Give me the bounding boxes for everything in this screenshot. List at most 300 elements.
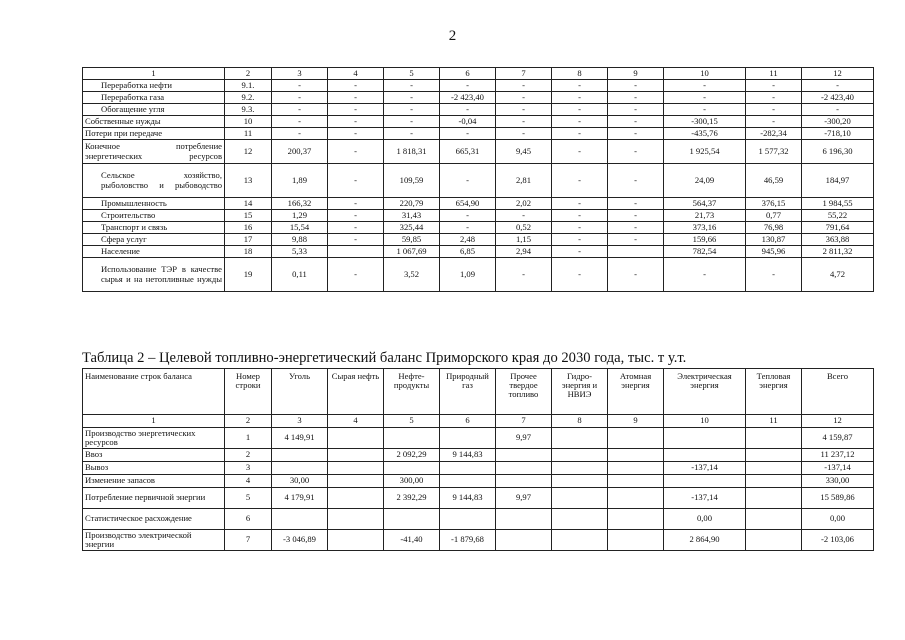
data-cell: -: [608, 210, 664, 222]
column-number-cell: 4: [328, 68, 384, 80]
data-cell: 9.3.: [225, 104, 272, 116]
row-name-cell: Конечное потребление энергетических ресурсов: [83, 140, 225, 164]
column-number-row: [83, 415, 874, 428]
data-cell: -: [802, 80, 874, 92]
data-cell: [608, 530, 664, 551]
data-cell: 300,00: [384, 475, 440, 488]
data-cell: [608, 488, 664, 509]
column-number-cell: 9: [608, 68, 664, 80]
data-cell: 109,59: [384, 164, 440, 198]
data-cell: 363,88: [802, 234, 874, 246]
data-cell: -: [384, 128, 440, 140]
data-cell: -41,40: [384, 530, 440, 551]
data-cell: -: [552, 80, 608, 92]
table-row: [83, 198, 874, 210]
data-cell: 130,87: [746, 234, 802, 246]
row-name-cell: Переработка нефти: [83, 80, 225, 92]
table-2-caption: Таблица 2 – Целевой топливно-энергетический баланс Приморского края до 2030 года, тыс. т у.т.: [82, 350, 687, 366]
data-cell: -: [272, 104, 328, 116]
row-name-cell: Использование ТЭР в качестве сырья и на нетопливные нужды: [83, 258, 225, 292]
data-cell: 654,90: [440, 198, 496, 210]
data-cell: 10: [225, 116, 272, 128]
table-row: [83, 475, 874, 488]
data-cell: 1,15: [496, 234, 552, 246]
data-cell: 376,15: [746, 198, 802, 210]
data-cell: 24,09: [664, 164, 746, 198]
data-cell: [328, 449, 384, 462]
data-cell: -: [440, 210, 496, 222]
data-cell: 6 196,30: [802, 140, 874, 164]
data-cell: [608, 462, 664, 475]
row-name-cell: Ввоз: [83, 449, 225, 462]
data-cell: 9.1.: [225, 80, 272, 92]
header-cell: Природный газ: [440, 369, 496, 415]
data-cell: 4 149,91: [272, 428, 328, 449]
data-cell: 15 589,86: [802, 488, 874, 509]
data-cell: [384, 509, 440, 530]
header-cell: Тепловая энергия: [746, 369, 802, 415]
data-cell: -: [496, 258, 552, 292]
data-cell: 0,77: [746, 210, 802, 222]
data-cell: -0,04: [440, 116, 496, 128]
data-cell: 5: [225, 488, 272, 509]
data-cell: -: [608, 140, 664, 164]
row-name-cell: Обогащение угля: [83, 104, 225, 116]
table-row: [83, 222, 874, 234]
data-cell: [272, 462, 328, 475]
column-number-cell: 11: [746, 68, 802, 80]
data-cell: [328, 530, 384, 551]
data-cell: -: [608, 234, 664, 246]
data-cell: -3 046,89: [272, 530, 328, 551]
data-cell: -: [496, 128, 552, 140]
data-cell: 0,11: [272, 258, 328, 292]
data-cell: 0,00: [802, 509, 874, 530]
data-cell: 782,54: [664, 246, 746, 258]
data-cell: 0,00: [664, 509, 746, 530]
data-cell: [746, 449, 802, 462]
data-cell: -: [552, 222, 608, 234]
data-cell: -: [496, 210, 552, 222]
data-cell: 31,43: [384, 210, 440, 222]
data-cell: [552, 475, 608, 488]
data-cell: [440, 509, 496, 530]
table-row: [83, 104, 874, 116]
header-cell: Уголь: [272, 369, 328, 415]
data-cell: -: [552, 140, 608, 164]
data-cell: 16: [225, 222, 272, 234]
data-cell: 11: [225, 128, 272, 140]
header-cell: Наименование строк баланса: [83, 369, 225, 415]
data-cell: -: [608, 222, 664, 234]
data-cell: 59,85: [384, 234, 440, 246]
data-cell: [328, 462, 384, 475]
column-number-cell: 7: [496, 415, 552, 428]
data-cell: 200,37: [272, 140, 328, 164]
data-cell: 5,33: [272, 246, 328, 258]
column-number-cell: 5: [384, 68, 440, 80]
data-cell: [440, 462, 496, 475]
data-cell: 9.2.: [225, 92, 272, 104]
data-cell: [746, 428, 802, 449]
column-number-cell: 5: [384, 415, 440, 428]
table-row: [83, 164, 874, 198]
row-name-cell: Статистическое расхождение: [83, 509, 225, 530]
table-row: [83, 462, 874, 475]
data-cell: -: [746, 258, 802, 292]
data-cell: -: [664, 80, 746, 92]
data-cell: -: [328, 258, 384, 292]
data-cell: -: [328, 116, 384, 128]
column-number-cell: 7: [496, 68, 552, 80]
column-number-cell: 2: [225, 68, 272, 80]
data-cell: 1 577,32: [746, 140, 802, 164]
data-cell: [384, 428, 440, 449]
data-cell: -: [664, 258, 746, 292]
data-cell: [552, 428, 608, 449]
data-cell: -1 879,68: [440, 530, 496, 551]
data-cell: -: [328, 140, 384, 164]
data-cell: 166,32: [272, 198, 328, 210]
column-number-cell: 12: [802, 415, 874, 428]
data-cell: -: [328, 104, 384, 116]
column-number-cell: 9: [608, 415, 664, 428]
table-row: [83, 428, 874, 449]
table-row: [83, 140, 874, 164]
data-cell: -435,76: [664, 128, 746, 140]
data-cell: -: [608, 198, 664, 210]
table-row: [83, 116, 874, 128]
data-cell: [608, 246, 664, 258]
column-number-cell: 10: [664, 68, 746, 80]
data-cell: [328, 428, 384, 449]
data-cell: 2 811,32: [802, 246, 874, 258]
data-cell: -: [608, 116, 664, 128]
data-cell: -: [746, 80, 802, 92]
data-cell: 2,48: [440, 234, 496, 246]
data-cell: 325,44: [384, 222, 440, 234]
data-cell: -: [328, 198, 384, 210]
data-cell: -: [496, 116, 552, 128]
data-cell: 4 159,87: [802, 428, 874, 449]
data-cell: -: [664, 92, 746, 104]
data-cell: 220,79: [384, 198, 440, 210]
data-cell: -: [496, 92, 552, 104]
data-cell: 2: [225, 449, 272, 462]
data-cell: [664, 428, 746, 449]
data-cell: [746, 530, 802, 551]
data-cell: [664, 475, 746, 488]
header-cell: Нефте-продукты: [384, 369, 440, 415]
data-cell: -: [746, 92, 802, 104]
data-cell: -2 423,40: [440, 92, 496, 104]
data-cell: -: [552, 198, 608, 210]
page-number: 2: [448, 28, 457, 44]
data-cell: 46,59: [746, 164, 802, 198]
column-number-cell: 6: [440, 68, 496, 80]
data-cell: [440, 475, 496, 488]
row-name-cell: Сельское хозяйство, рыболовство и рыбоводство: [83, 164, 225, 198]
data-cell: -: [272, 92, 328, 104]
data-cell: [384, 462, 440, 475]
table-row: [83, 80, 874, 92]
data-cell: -: [384, 104, 440, 116]
data-cell: [440, 428, 496, 449]
data-cell: -: [746, 104, 802, 116]
data-cell: -: [802, 104, 874, 116]
data-cell: [552, 509, 608, 530]
header-cell: Сырая нефть: [328, 369, 384, 415]
data-cell: [552, 449, 608, 462]
table-row: [83, 509, 874, 530]
column-number-cell: 1: [83, 68, 225, 80]
row-name-cell: Потери при передаче: [83, 128, 225, 140]
data-cell: -: [552, 104, 608, 116]
data-cell: [608, 509, 664, 530]
data-cell: -: [384, 116, 440, 128]
header-cell: Прочее твердое топливо: [496, 369, 552, 415]
data-cell: 21,73: [664, 210, 746, 222]
data-cell: [496, 449, 552, 462]
row-name-cell: Строительство: [83, 210, 225, 222]
data-cell: [746, 475, 802, 488]
row-name-cell: Производство электрической энергии: [83, 530, 225, 551]
data-cell: -: [552, 258, 608, 292]
data-cell: 330,00: [802, 475, 874, 488]
data-cell: 2,94: [496, 246, 552, 258]
data-cell: 1,89: [272, 164, 328, 198]
data-cell: [272, 449, 328, 462]
data-cell: -300,15: [664, 116, 746, 128]
data-cell: -: [384, 80, 440, 92]
data-cell: 15: [225, 210, 272, 222]
data-cell: 945,96: [746, 246, 802, 258]
data-cell: [328, 509, 384, 530]
table-row: [83, 128, 874, 140]
data-cell: -2 103,06: [802, 530, 874, 551]
data-cell: -: [328, 128, 384, 140]
data-cell: [552, 530, 608, 551]
column-number-row: [83, 68, 874, 80]
data-cell: 2 092,29: [384, 449, 440, 462]
data-cell: 1 067,69: [384, 246, 440, 258]
data-cell: 4 179,91: [272, 488, 328, 509]
data-cell: -: [328, 222, 384, 234]
data-cell: -: [272, 80, 328, 92]
data-cell: 9 144,83: [440, 449, 496, 462]
data-cell: -: [746, 116, 802, 128]
data-cell: -: [552, 116, 608, 128]
data-cell: [328, 488, 384, 509]
data-cell: 9,45: [496, 140, 552, 164]
row-name-cell: Промышленность: [83, 198, 225, 210]
data-cell: -2 423,40: [802, 92, 874, 104]
data-cell: -: [384, 92, 440, 104]
data-cell: -: [608, 258, 664, 292]
data-cell: -: [552, 164, 608, 198]
table-row: [83, 210, 874, 222]
data-cell: 12: [225, 140, 272, 164]
data-cell: 184,97: [802, 164, 874, 198]
data-cell: 665,31: [440, 140, 496, 164]
data-cell: -: [272, 116, 328, 128]
data-cell: -: [552, 210, 608, 222]
data-cell: -: [440, 104, 496, 116]
data-cell: -: [328, 80, 384, 92]
data-cell: 4,72: [802, 258, 874, 292]
column-number-cell: 10: [664, 415, 746, 428]
table-row: [83, 488, 874, 509]
data-cell: 0,52: [496, 222, 552, 234]
data-cell: -: [440, 128, 496, 140]
data-cell: -: [496, 104, 552, 116]
row-name-cell: Потребление первичной энергии: [83, 488, 225, 509]
table-2: [82, 368, 874, 551]
data-cell: 373,16: [664, 222, 746, 234]
column-number-cell: 2: [225, 415, 272, 428]
data-cell: 55,22: [802, 210, 874, 222]
data-cell: -: [608, 80, 664, 92]
data-cell: 7: [225, 530, 272, 551]
data-cell: -718,10: [802, 128, 874, 140]
data-cell: [496, 509, 552, 530]
data-cell: 4: [225, 475, 272, 488]
data-cell: 19: [225, 258, 272, 292]
data-cell: 1 818,31: [384, 140, 440, 164]
data-cell: [328, 475, 384, 488]
table-row: [83, 92, 874, 104]
data-cell: 1: [225, 428, 272, 449]
data-cell: -300,20: [802, 116, 874, 128]
table-row: [83, 246, 874, 258]
data-cell: -: [608, 164, 664, 198]
row-name-cell: Изменение запасов: [83, 475, 225, 488]
data-cell: 14: [225, 198, 272, 210]
data-cell: 76,98: [746, 222, 802, 234]
data-cell: 9,97: [496, 428, 552, 449]
data-cell: [496, 475, 552, 488]
data-cell: 1 984,55: [802, 198, 874, 210]
header-cell: Всего: [802, 369, 874, 415]
table-row: [83, 530, 874, 551]
row-name-cell: Вывоз: [83, 462, 225, 475]
data-cell: 3: [225, 462, 272, 475]
data-cell: [608, 449, 664, 462]
data-cell: [496, 530, 552, 551]
data-cell: -: [552, 246, 608, 258]
data-cell: 3,52: [384, 258, 440, 292]
data-cell: -: [608, 104, 664, 116]
table-row: [83, 449, 874, 462]
data-cell: 11 237,12: [802, 449, 874, 462]
column-number-cell: 12: [802, 68, 874, 80]
row-name-cell: Собственные нужды: [83, 116, 225, 128]
data-cell: 6: [225, 509, 272, 530]
table-row: [83, 258, 874, 292]
data-cell: 1,29: [272, 210, 328, 222]
data-cell: -137,14: [664, 462, 746, 475]
data-cell: -: [440, 222, 496, 234]
column-number-cell: 11: [746, 415, 802, 428]
data-cell: 9 144,83: [440, 488, 496, 509]
data-cell: [552, 462, 608, 475]
row-name-cell: Население: [83, 246, 225, 258]
data-cell: [328, 246, 384, 258]
column-number-cell: 3: [272, 68, 328, 80]
data-cell: [746, 488, 802, 509]
header-cell: Номер строки: [225, 369, 272, 415]
header-cell: Гидро-энергия и НВИЭ: [552, 369, 608, 415]
data-cell: 791,64: [802, 222, 874, 234]
column-number-cell: 8: [552, 68, 608, 80]
data-cell: -: [328, 164, 384, 198]
column-number-cell: 8: [552, 415, 608, 428]
data-cell: -: [552, 234, 608, 246]
data-cell: 9,88: [272, 234, 328, 246]
data-cell: -: [272, 128, 328, 140]
data-cell: 159,66: [664, 234, 746, 246]
data-cell: -137,14: [664, 488, 746, 509]
data-cell: 1 925,54: [664, 140, 746, 164]
data-cell: 15,54: [272, 222, 328, 234]
data-cell: -: [664, 104, 746, 116]
header-row: [83, 369, 874, 415]
data-cell: [272, 509, 328, 530]
column-number-cell: 6: [440, 415, 496, 428]
data-cell: -: [440, 80, 496, 92]
table-row: [83, 234, 874, 246]
data-cell: 30,00: [272, 475, 328, 488]
row-name-cell: Транспорт и связь: [83, 222, 225, 234]
data-cell: [664, 449, 746, 462]
data-cell: 2 392,29: [384, 488, 440, 509]
row-name-cell: Переработка газа: [83, 92, 225, 104]
data-cell: [608, 475, 664, 488]
row-name-cell: Производство энергетических ресурсов: [83, 428, 225, 449]
data-cell: -: [328, 234, 384, 246]
data-cell: -: [496, 80, 552, 92]
table-1-continuation: [82, 67, 874, 292]
data-cell: -: [328, 210, 384, 222]
data-cell: 18: [225, 246, 272, 258]
data-cell: -: [552, 92, 608, 104]
data-cell: 17: [225, 234, 272, 246]
data-cell: 2 864,90: [664, 530, 746, 551]
data-cell: 1,09: [440, 258, 496, 292]
column-number-cell: 3: [272, 415, 328, 428]
header-cell: Электрическая энергия: [664, 369, 746, 415]
data-cell: -: [608, 92, 664, 104]
column-number-cell: 4: [328, 415, 384, 428]
data-cell: 2,81: [496, 164, 552, 198]
data-cell: [746, 509, 802, 530]
data-cell: -: [440, 164, 496, 198]
data-cell: [552, 488, 608, 509]
data-cell: [746, 462, 802, 475]
data-cell: 2,02: [496, 198, 552, 210]
data-cell: -: [328, 92, 384, 104]
data-cell: 13: [225, 164, 272, 198]
data-cell: 9,97: [496, 488, 552, 509]
data-cell: -: [552, 128, 608, 140]
data-cell: 6,85: [440, 246, 496, 258]
data-cell: 564,37: [664, 198, 746, 210]
data-cell: -282,34: [746, 128, 802, 140]
data-cell: [608, 428, 664, 449]
data-cell: [496, 462, 552, 475]
data-cell: -137,14: [802, 462, 874, 475]
row-name-cell: Сфера услуг: [83, 234, 225, 246]
